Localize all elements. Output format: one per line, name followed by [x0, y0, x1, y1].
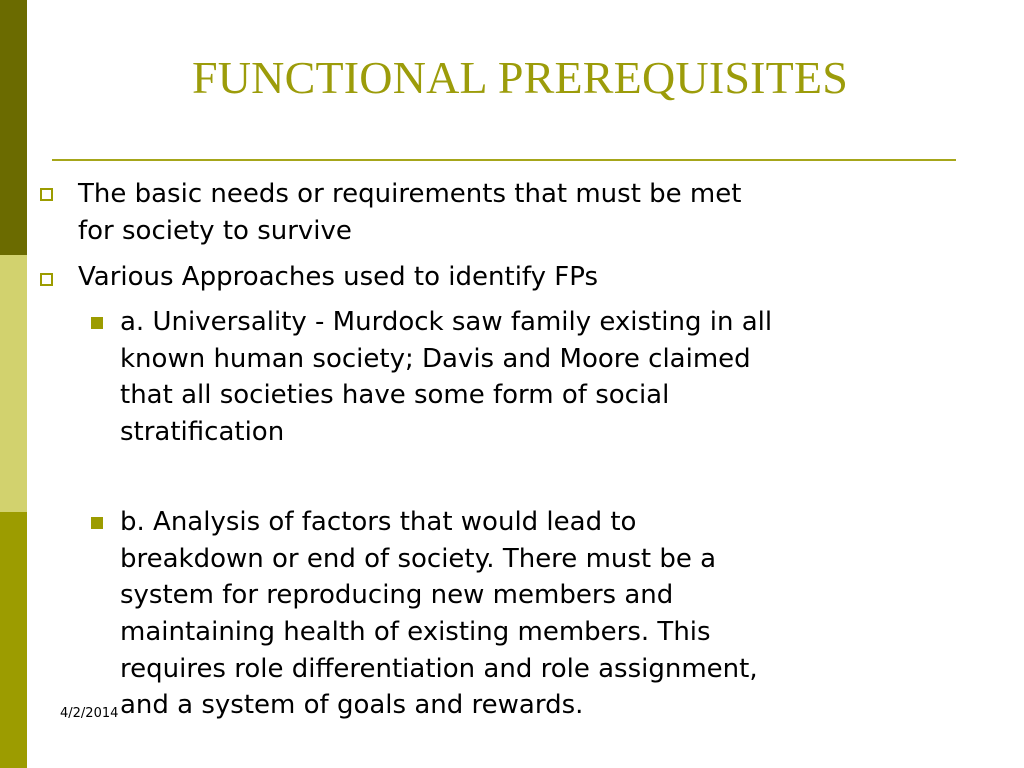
- filled-square-bullet-icon: [91, 517, 103, 529]
- bullet-1-line-2: for society to survive: [78, 216, 352, 246]
- sub-bullet-a-line-1: a. Universality - Murdock saw family existing in all: [120, 307, 773, 337]
- sub-bullet-b-line-1: b. Analysis of factors that would lead to: [120, 507, 637, 537]
- sub-bullet-a-line-2: known human society; Davis and Moore claimed: [120, 344, 751, 374]
- sub-bullet-b-line-2: breakdown or end of society. There must be a: [120, 544, 717, 574]
- bullet-2-line-1: Various Approaches used to identify FPs: [78, 262, 598, 292]
- footer-date: 4/2/2014: [60, 706, 119, 721]
- hollow-square-bullet-icon: [40, 188, 53, 201]
- sub-bullet-b-line-5: requires role differentiation and role assignment,: [120, 654, 758, 684]
- sub-bullet-b-line-3: system for reproducing new members and: [120, 580, 674, 610]
- bullet-1-line-1: The basic needs or requirements that must be met: [78, 179, 742, 209]
- sub-bullet-b-line-4: maintaining health of existing members. This: [120, 617, 711, 647]
- sub-bullet-b-line-6: and a system of goals and rewards.: [120, 690, 584, 720]
- slide-title: FUNCTIONAL PREREQUISITES: [191, 52, 849, 103]
- hollow-square-bullet-icon: [40, 273, 53, 286]
- filled-square-bullet-icon: [91, 317, 103, 329]
- sub-bullet-a-line-4: stratification: [120, 417, 285, 447]
- sub-bullet-a-line-3: that all societies have some form of social: [120, 380, 670, 410]
